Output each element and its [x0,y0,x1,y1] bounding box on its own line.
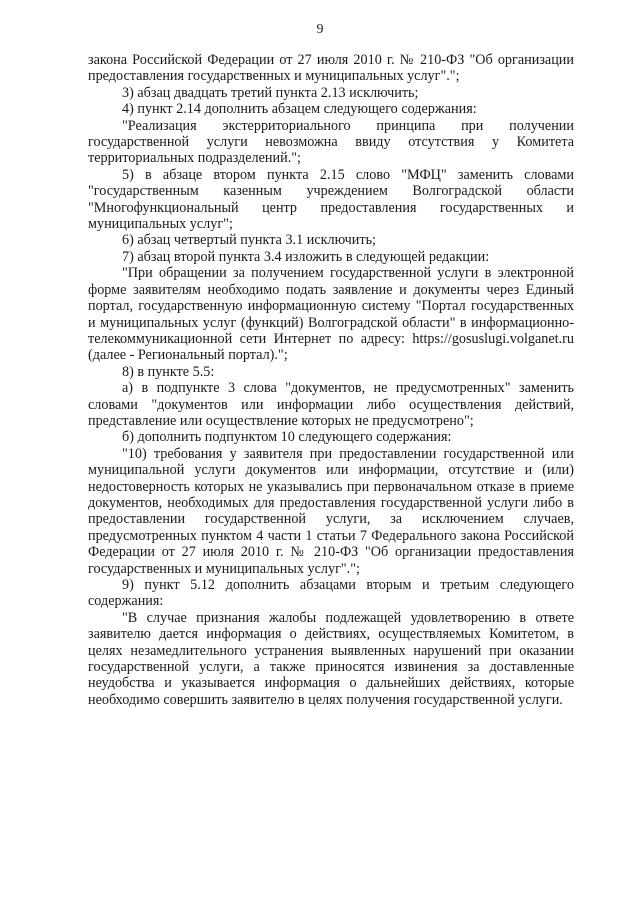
paragraph-10: а) в подпункте 3 слова "документов, не предусмотренных" заменить словами "документов или информации либо осуществления действий, представление или осуществление которых не предусмотрено"; [88,380,574,429]
paragraph-1: закона Российской Федерации от 27 июля 2010 г. № 210-ФЗ "Об организации предоставления государственных и муниципальных услуг"."; [88,52,574,85]
paragraph-13: 9) пункт 5.12 дополнить абзацами вторым и третьим следующего содержания: [88,577,574,610]
paragraph-2: 3) абзац двадцать третий пункта 2.13 исключить; [122,84,419,101]
paragraph-4: "Реализация экстерриториального принципа при получении государственной услуги невозможна ввиду отсутствия у Комитета территориальных подразделений."; [88,117,574,167]
paragraph-5: 5) в абзаце втором пункта 2.15 слово "МФЦ" заменить словами "государственным казенным учреждением Волгоградской области "Многофункциональный центр предоставления государственных и муниципальных услуг"; [88,166,574,233]
paragraph-12: "10) требования у заявителя при предоставлении государственной или муниципальной услуги документов или информации, отсутствие и (или) недостоверность которых не указывались при первоначальном отказе в приеме документов, необходимых для предоставления государственной услуги либо в предоставлении государственной услуги, за исключением случаев, предусмотренных пунктом 4 части 1 статьи 7 Федерального закона Российской Федерации от 27 июля 2010 г. № 210-ФЗ "Об организации предоставления государственных и муниципальных услуг"."; [88,445,574,577]
paragraph-14: "В случае признания жалобы подлежащей удовлетворению в ответе заявителю дается информация о действиях, осуществляемых Комитетом, в целях незамедлительного устранения выявленных нарушений при оказании государственной услуги, а также приносятся извинения за доставленные неудобства и указывается информация о дальнейших действиях, которые необходимо совершить заявителю в целях получения государственной услуги. [88,609,574,708]
paragraph-8: "При обращении за получением государственной услуги в электронной форме заявителям необходимо подать заявление и документы через Единый портал, государственную информационную систему "Портал государственных и муниципальных услуг (функций) Волгоградской области" в информационно-телекоммуникационной сети Интернет по адресу: https://gosuslugi.volganet.ru (далее - Региональный портал)."; [88,265,574,364]
page-number: 9 [316,22,324,37]
paragraph-6: 6) абзац четвертый пункта 3.1 исключить; [122,232,376,249]
paragraph-3: 4) пункт 2.14 дополнить абзацем следующего содержания: [122,101,477,118]
paragraph-9: 8) в пункте 5.5: [122,363,215,380]
paragraph-7: 7) абзац второй пункта 3.4 изложить в следующей редакции: [122,248,490,265]
paragraph-11: б) дополнить подпунктом 10 следующего содержания: [122,429,452,446]
document-body [88,52,574,708]
